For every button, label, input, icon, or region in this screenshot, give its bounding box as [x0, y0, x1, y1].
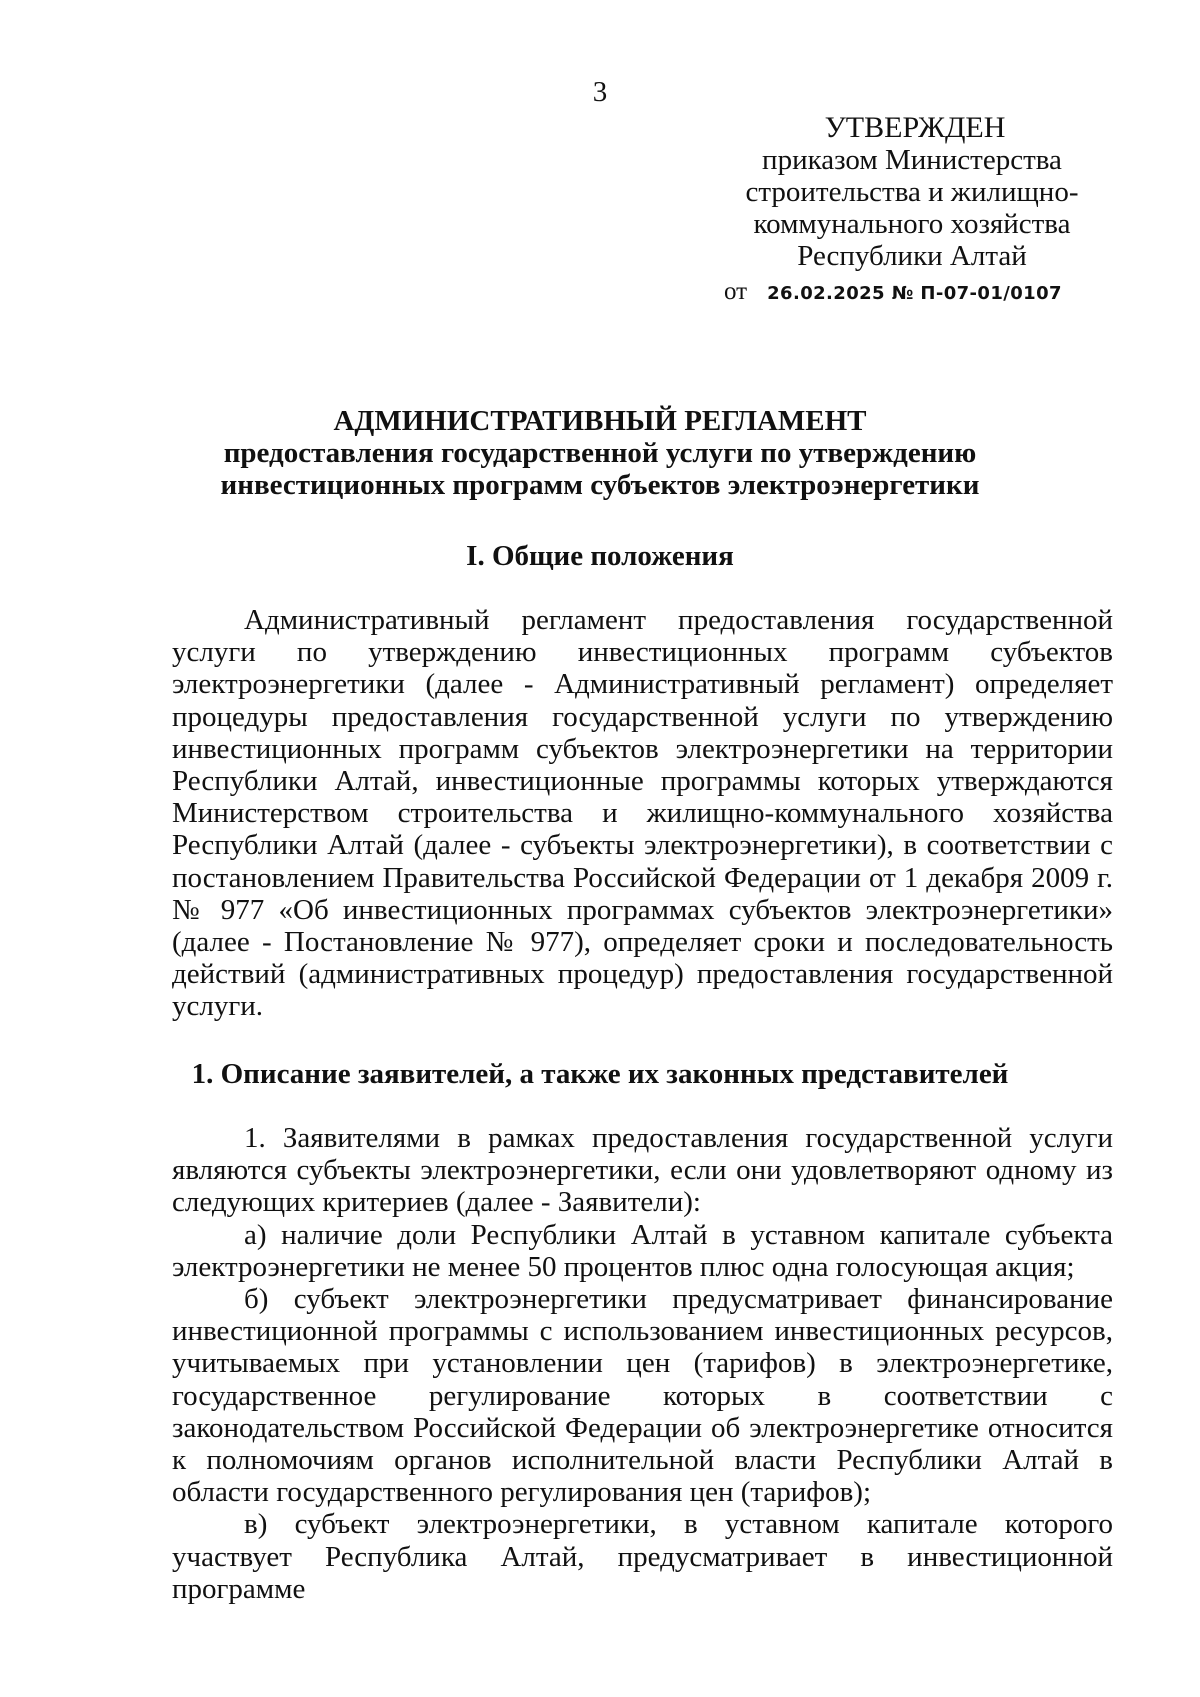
section-applicants-body — [172, 1122, 1113, 1605]
approval-line: строительства и жилищно- — [745, 176, 1079, 208]
approval-stamp — [712, 112, 1112, 310]
approval-line: приказом Министерства — [762, 144, 1062, 176]
section-general-body — [172, 604, 1113, 1023]
document-subtitle-line: предоставления государственной услуги по утверждению — [223, 437, 977, 469]
paragraph: Административный регламент предоставления государственной услуги по утверждению инвестиционных программ субъектов электроэнергетики (далее - Административный регламент) определяет процедуры предоставления государственной услуги по утверждению инвестиционных программ субъектов электроэнергетики на территории Республики Алтай, инвестиционные программы которых утверждаются Министерством строительства и жилищно-коммунального хозяйства Республики Алтай (далее - субъекты электроэнергетики), в соответствии с постановлением Правительства Российской Федерации от 1 декабря 2009 г. № 977 «Об инвестиционных программах субъектов электроэнергетики» (далее - Постановление № 977), определяет сроки и последовательность действий (административных процедур) предоставления государственной услуги. — [172, 604, 1113, 1023]
approval-title: УТВЕРЖДЕН — [824, 111, 1006, 144]
approval-order-line — [712, 274, 1112, 310]
document-title — [0, 405, 1200, 501]
list-item-b: б) субъект электроэнергетики предусматривает финансирование инвестиционной программы с использованием инвестиционных ресурсов, учитываемых при установлении цен (тарифов) в электроэнергетике, государственное регулирование которых в соответствии с законодательством Российской Федерации об электроэнергетике относится к полномочиям органов исполнительной власти Республики Алтай в области государственного регулирования цен (тарифов); — [172, 1283, 1113, 1509]
section-heading-general: I. Общие положения — [466, 540, 734, 572]
approval-line: коммунального хозяйства — [753, 208, 1071, 240]
section-heading-applicants: 1. Описание заявителей, а также их законных представителей — [191, 1058, 1009, 1090]
document-subtitle-line: инвестиционных программ субъектов электроэнергетики — [220, 469, 980, 501]
list-item-c: в) субъект электроэнергетики, в уставном капитале которого участвует Республика Алтай, предусматривает в инвестиционной программе — [172, 1508, 1113, 1605]
approval-order-number: 26.02.2025 № П-07-01/0107 — [767, 283, 1062, 304]
document-title-main: АДМИНИСТРАТИВНЫЙ РЕГЛАМЕНТ — [333, 405, 867, 437]
approval-from-label: от — [724, 278, 748, 305]
list-item-a: а) наличие доли Республики Алтай в уставном капитале субъекта электроэнергетики не менее 50 процентов плюс одна голосующая акция; — [172, 1218, 1113, 1283]
paragraph: 1. Заявителями в рамках предоставления государственной услуги являются субъекты электроэнергетики, если они удовлетворяют одному из следующих критериев (далее - Заявители): — [172, 1122, 1113, 1219]
page-number: 3 — [592, 76, 608, 108]
approval-line: Республики Алтай — [797, 240, 1027, 272]
